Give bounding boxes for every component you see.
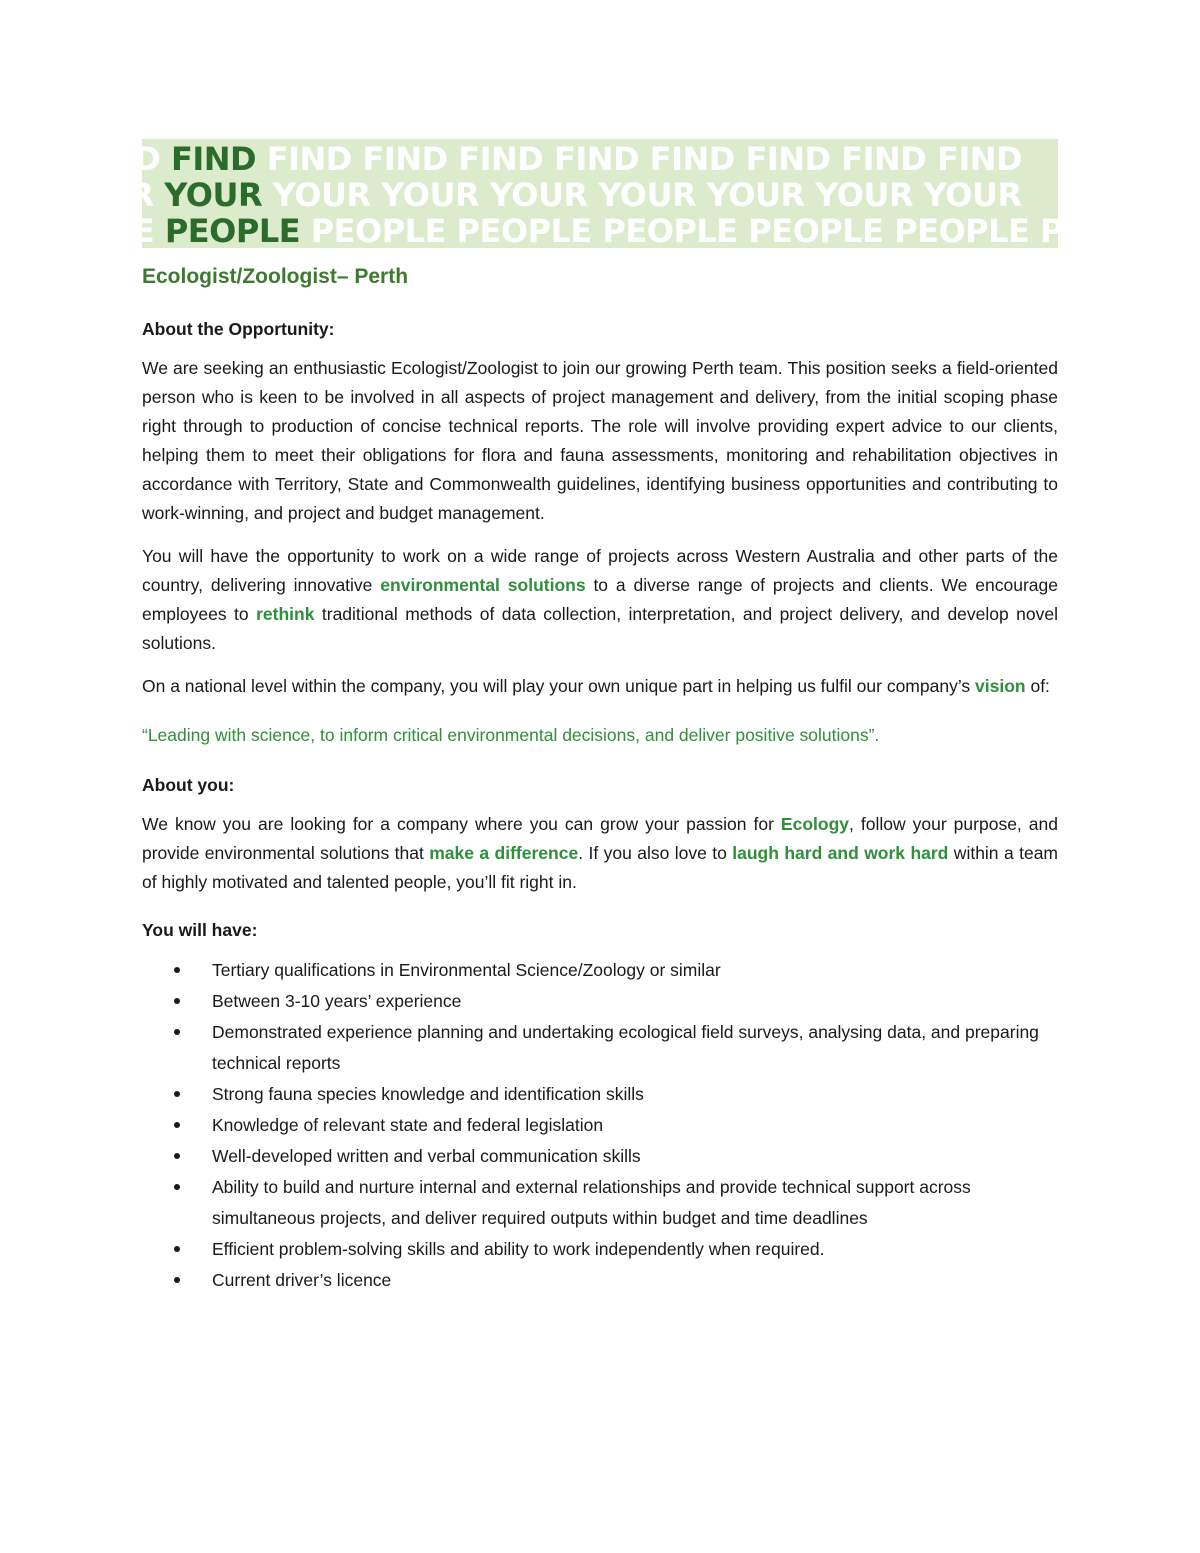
list-item: Demonstrated experience planning and undertaking ecological field surveys, analysing data, and preparing technical reports (142, 1017, 1058, 1079)
banner-row-your: UR YOUR YOUR YOUR YOUR YOUR YOUR YOUR YOUR (104, 176, 1022, 214)
banner-find-ghost: FIND FIND FIND FIND FIND FIND FIND FIND (266, 140, 1023, 178)
vision-quote: “Leading with science, to inform critical environmental decisions, and deliver positive solutions”. (142, 725, 880, 745)
document-content (142, 262, 1058, 1296)
list-item: Ability to build and nurture internal and external relationships and provide technical support across simultaneous projects, and deliver required outputs within budget and time deadlines (142, 1172, 1058, 1234)
highlight-laugh-hard: laugh hard and work hard (732, 843, 949, 863)
banner-find-word: FIND (170, 140, 257, 178)
you-will-have-heading: You will have: (142, 920, 258, 940)
highlight-rethink: rethink (256, 604, 315, 624)
list-item: Strong fauna species knowledge and identification skills (142, 1079, 1058, 1110)
banner-people-word: PEOPLE (164, 212, 301, 250)
banner-people-ghost: PEOPLE PEOPLE PEOPLE PEOPLE PEOPLE PEOPLE (310, 212, 1176, 250)
highlight-vision: vision (975, 676, 1026, 696)
requirements-list (142, 955, 1058, 1296)
about-opportunity-heading: About the Opportunity: (142, 319, 335, 339)
opportunity-paragraph-3: On a national level within the company, you will play your own unique part in helping us fulfil our company’s vision of: (142, 676, 1050, 696)
list-item: Current driver’s licence (142, 1265, 1058, 1296)
opportunity-paragraph-1: We are seeking an enthusiastic Ecologist/Zoologist to join our growing Perth team. This position seeks a field-oriented person who is keen to be involved in all aspects of project management and delivery, from the initial scoping phase right through to production of concise technical reports. The role will involve providing expert advice to our clients, helping them to meet their obligations for flora and fauna assessments, monitoring and rehabilitation objectives in accordance with Territory, State and Commonwealth guidelines, identifying business opportunities and contributing to work-winning, and project and budget management. (142, 358, 1058, 523)
opportunity-paragraph-2: You will have the opportunity to work on a wide range of projects across Western Australia and other parts of the country, delivering innovative environmental solutions to a diverse range of projects and clients. We encourage employees to rethink traditional methods of data collection, interpretation, and project delivery, and develop novel solutions. (142, 546, 1059, 653)
banner-row-people: PLE PEOPLE PEOPLE PEOPLE PEOPLE PEOPLE PEOPLE PEOPLE (90, 212, 1176, 250)
banner-row-find: ND FIND FIND FIND FIND FIND FIND FIND FIND FIND (108, 140, 1023, 178)
about-you-heading: About you: (142, 775, 235, 795)
job-title: Ecologist/Zoologist– Perth (142, 265, 409, 288)
highlight-environmental-solutions: environmental solutions (380, 575, 586, 595)
list-item: Between 3-10 years’ experience (142, 986, 1058, 1017)
list-item: Knowledge of relevant state and federal legislation (142, 1110, 1058, 1141)
list-item: Efficient problem-solving skills and ability to work independently when required. (142, 1234, 1058, 1265)
highlight-make-a-difference: make a difference (429, 843, 579, 863)
banner-your-ghost: YOUR YOUR YOUR YOUR YOUR YOUR YOUR (272, 176, 1022, 214)
highlight-ecology: Ecology (780, 814, 849, 834)
banner-your-word: YOUR (164, 176, 263, 214)
find-your-people-banner (90, 139, 1176, 250)
list-item: Tertiary qualifications in Environmental Science/Zoology or similar (142, 955, 1058, 986)
list-item: Well-developed written and verbal communication skills (142, 1141, 1058, 1172)
about-you-paragraph: We know you are looking for a company where you can grow your passion for Ecology, follow your purpose, and provide environmental solutions that make a difference. If you also love to laugh hard and work hard within a team of highly motivated and talented people, you’ll fit right in. (142, 814, 1059, 892)
